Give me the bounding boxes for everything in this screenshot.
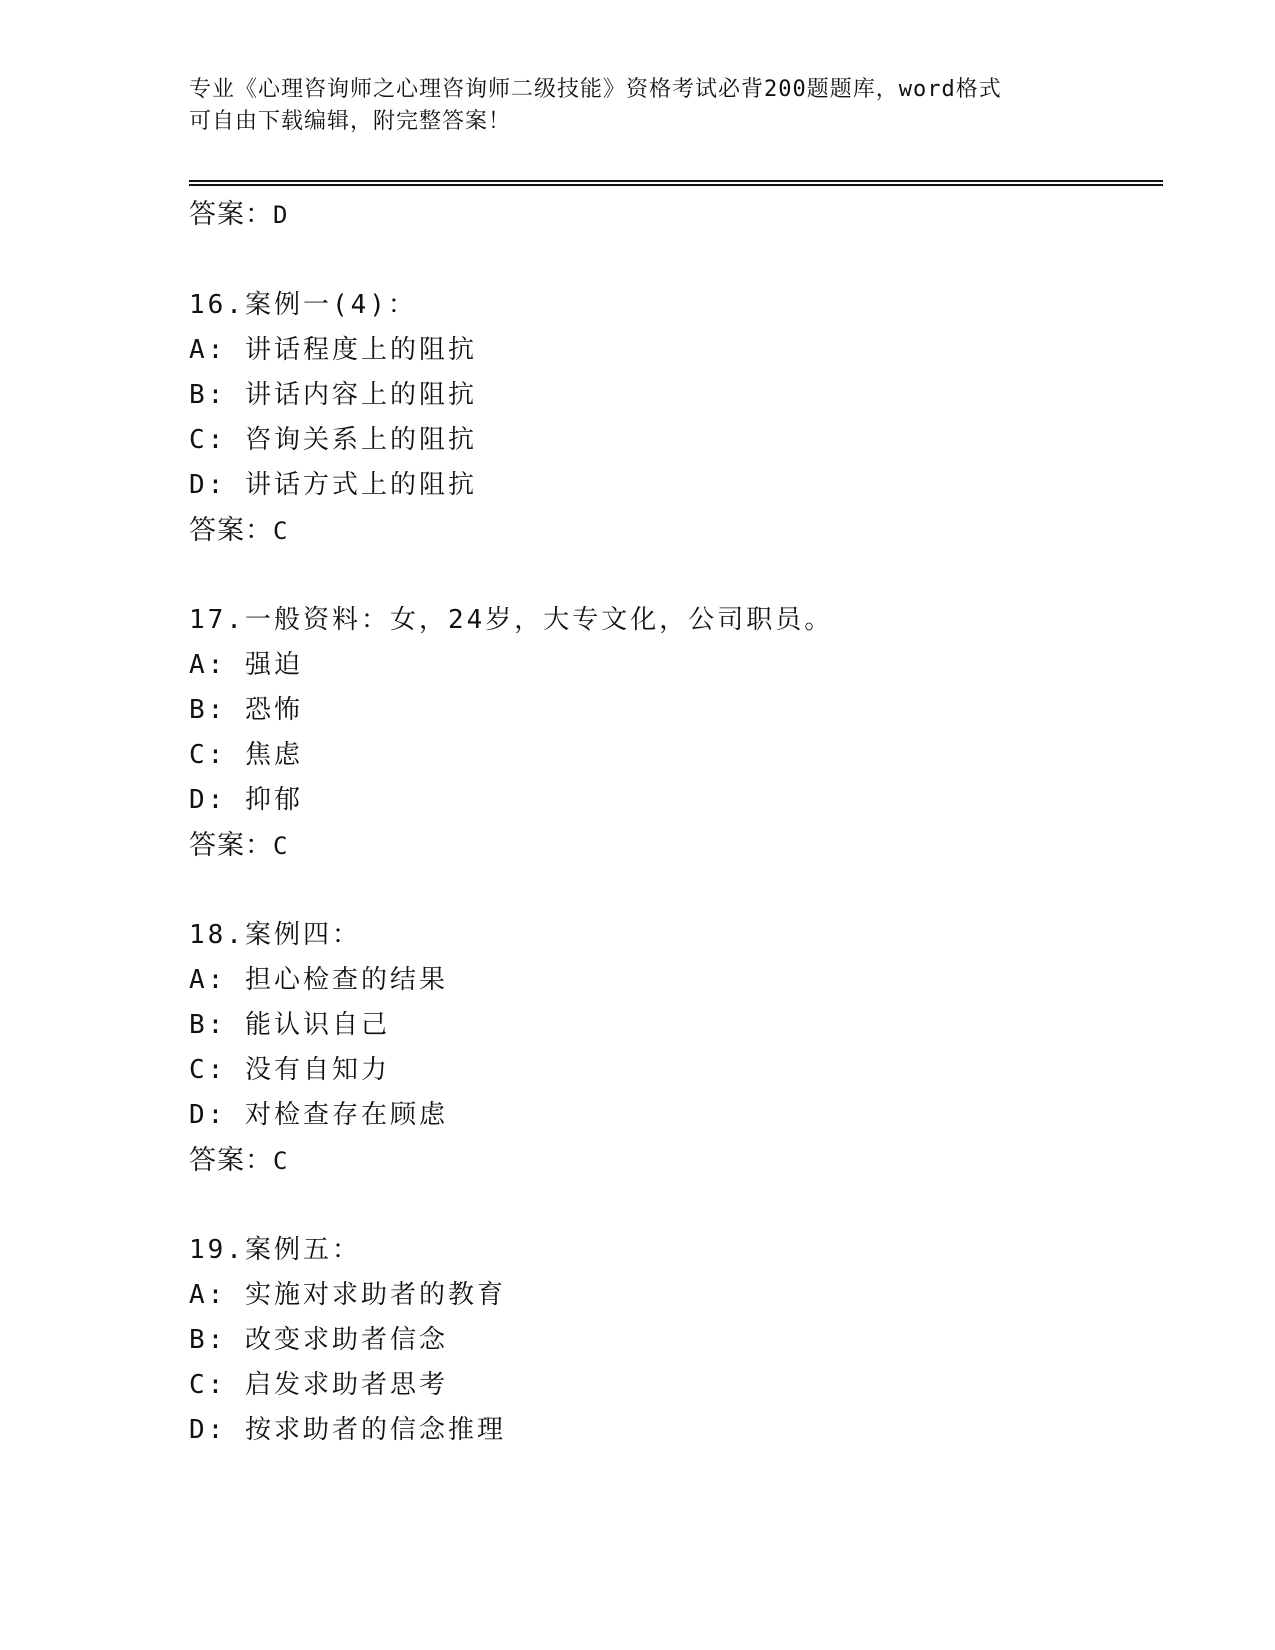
question-option: D: 讲话方式上的阻抗 [189, 470, 477, 500]
question-option: C: 启发求助者思考 [189, 1370, 448, 1400]
question-option: A: 讲话程度上的阻抗 [189, 335, 477, 365]
answer-line [189, 1138, 288, 1177]
answer-label: 答案： [189, 1145, 273, 1176]
answer-value: C [273, 517, 289, 545]
header-divider-top [189, 180, 1163, 182]
answer-label: 答案： [189, 199, 273, 230]
document-header [189, 74, 1089, 138]
question-option: D: 抑郁 [189, 785, 303, 815]
question-option: B: 讲话内容上的阻抗 [189, 380, 477, 410]
question-option: B: 恐怖 [189, 695, 303, 725]
answer-label: 答案： [189, 830, 273, 861]
question-stem: 18.案例四： [189, 920, 361, 950]
answer-value: D [273, 201, 289, 229]
answer-value: C [273, 1147, 289, 1175]
question-stem: 19.案例五： [189, 1235, 361, 1265]
question-option: B: 改变求助者信念 [189, 1325, 448, 1355]
question-option: B: 能认识自己 [189, 1010, 390, 1040]
question-option: A: 担心检查的结果 [189, 965, 448, 995]
answer-value: C [273, 832, 289, 860]
question-option: C: 焦虑 [189, 740, 303, 770]
header-line-2: 可自由下载编辑，附完整答案！ [189, 109, 512, 134]
question-option: D: 对检查存在顾虑 [189, 1100, 448, 1130]
answer-line [189, 192, 288, 231]
question-option: C: 咨询关系上的阻抗 [189, 425, 477, 455]
header-line-1: 专业《心理咨询师之心理咨询师二级技能》资格考试必背200题题库，word格式 [189, 77, 1002, 102]
header-divider-bottom [189, 184, 1163, 186]
question-stem: 16.案例一(4)： [189, 290, 417, 320]
answer-line [189, 508, 288, 547]
question-stem: 17.一般资料：女，24岁，大专文化，公司职员。 [189, 605, 834, 635]
question-option: D: 按求助者的信念推理 [189, 1415, 506, 1445]
answer-line [189, 823, 288, 862]
question-option: A: 强迫 [189, 650, 303, 680]
question-option: A: 实施对求助者的教育 [189, 1280, 506, 1310]
question-option: C: 没有自知力 [189, 1055, 390, 1085]
answer-label: 答案： [189, 515, 273, 546]
